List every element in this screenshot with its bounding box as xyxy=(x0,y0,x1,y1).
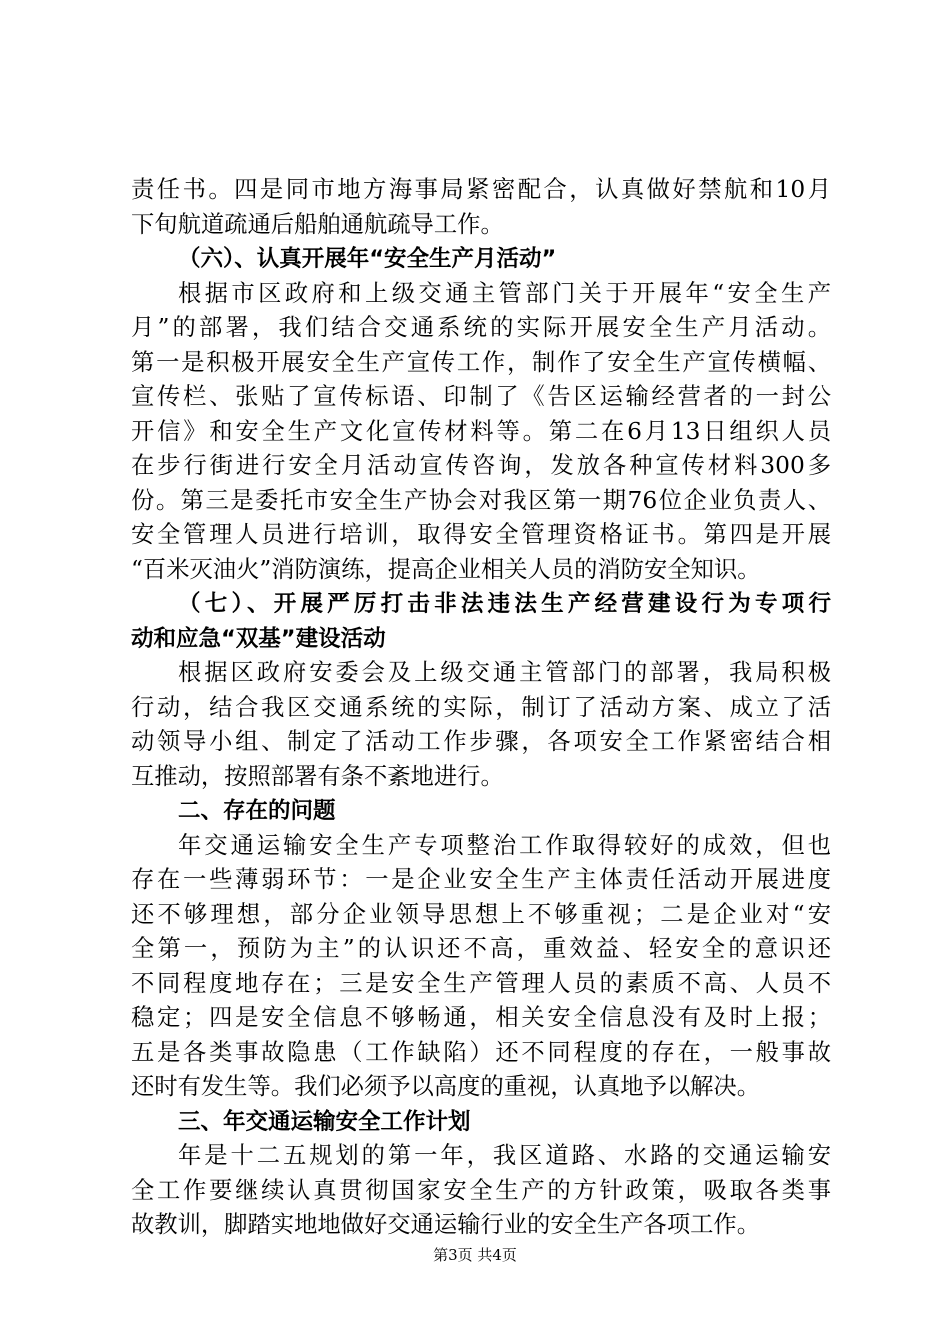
document-page xyxy=(131,173,831,1243)
paragraph-line: 第一是积极开展安全生产宣传工作，制作了安全生产宣传横幅、 xyxy=(131,348,831,376)
paragraph-line: 宣传栏、张贴了宣传标语、印制了《告区运输经营者的一封公 xyxy=(131,383,831,410)
paragraph-line: 动领导小组、制定了活动工作步骤，各项安全工作紧密结合相 xyxy=(131,728,831,755)
paragraph-line: 年是十二五规划的第一年，我区道路、水路的交通运输安 xyxy=(178,1142,831,1169)
paragraph-line: 还时有发生等。我们必须予以高度的重视，认真地予以解决。 xyxy=(131,1073,761,1100)
paragraph-line: 根据市区政府和上级交通主管部门关于开展年“安全生产 xyxy=(178,279,831,307)
paragraph-line: 安全管理人员进行培训，取得安全管理资格证书。第四是开展 xyxy=(131,521,831,548)
paragraph-line: 开信》和安全生产文化宣传材料等。第二在6月13日组织人员 xyxy=(131,417,831,445)
section-heading-line: （七）、开展严厉打击非法违法生产经营建设行为专项行 xyxy=(178,591,831,617)
paragraph-line: 故教训，脚踏实地地做好交通运输行业的安全生产各项工作。 xyxy=(131,1211,761,1238)
section-heading-line: 动和应急“双基”建设活动 xyxy=(131,625,386,652)
paragraph-line: 年交通运输安全生产专项整治工作取得较好的成效，但也 xyxy=(178,831,831,859)
paragraph-line: 在步行街进行安全月活动宣传咨询，发放各种宣传材料300多 xyxy=(131,452,831,479)
paragraph-line: 稳定；四是安全信息不够畅通，相关安全信息没有及时上报； xyxy=(131,1004,831,1031)
paragraph-line: 行动，结合我区交通系统的实际，制订了活动方案、成立了活 xyxy=(131,693,831,721)
paragraph-line: 份。第三是委托市安全生产协会对我区第一期76位企业负责人、 xyxy=(131,486,831,514)
section-heading-line: （六）、认真开展年“安全生产月活动” xyxy=(178,246,557,272)
document-body xyxy=(131,173,831,1243)
paragraph-line: 全第一，预防为主”的认识还不高，重效益、轻安全的意识还 xyxy=(131,935,831,962)
paragraph-line: 还不够理想，部分企业领导思想上不够重视；二是企业对“安 xyxy=(131,900,831,928)
section-heading-line: 二、存在的问题 xyxy=(178,798,336,824)
paragraph-line: 互推动，按照部署有条不紊地进行。 xyxy=(131,762,504,790)
paragraph-line: 五是各类事故隐患（工作缺陷）还不同程度的存在，一般事故 xyxy=(131,1038,831,1066)
paragraph-line: 不同程度地存在；三是安全生产管理人员的素质不高、人员不 xyxy=(131,969,831,997)
page-footer: 第3页 共4页 xyxy=(433,1246,517,1264)
paragraph-line: 责任书。四是同市地方海事局紧密配合，认真做好禁航和10月 xyxy=(131,176,831,203)
paragraph-line: “百米灭油火”消防演练，提高企业相关人员的消防安全知识。 xyxy=(131,555,761,583)
paragraph-line: 根据区政府安委会及上级交通主管部门的部署，我局积极 xyxy=(178,659,831,686)
paragraph-line: 存在一些薄弱环节：一是企业安全生产主体责任活动开展进度 xyxy=(131,866,831,893)
section-heading-line: 三、年交通运输安全工作计划 xyxy=(178,1108,471,1135)
paragraph-line: 月”的部署，我们结合交通系统的实际开展安全生产月活动。 xyxy=(131,314,831,341)
paragraph-line: 全工作要继续认真贯彻国家安全生产的方针政策，吸取各类事 xyxy=(131,1176,831,1204)
paragraph-line: 下旬航道疏通后船舶通航疏导工作。 xyxy=(131,210,504,238)
